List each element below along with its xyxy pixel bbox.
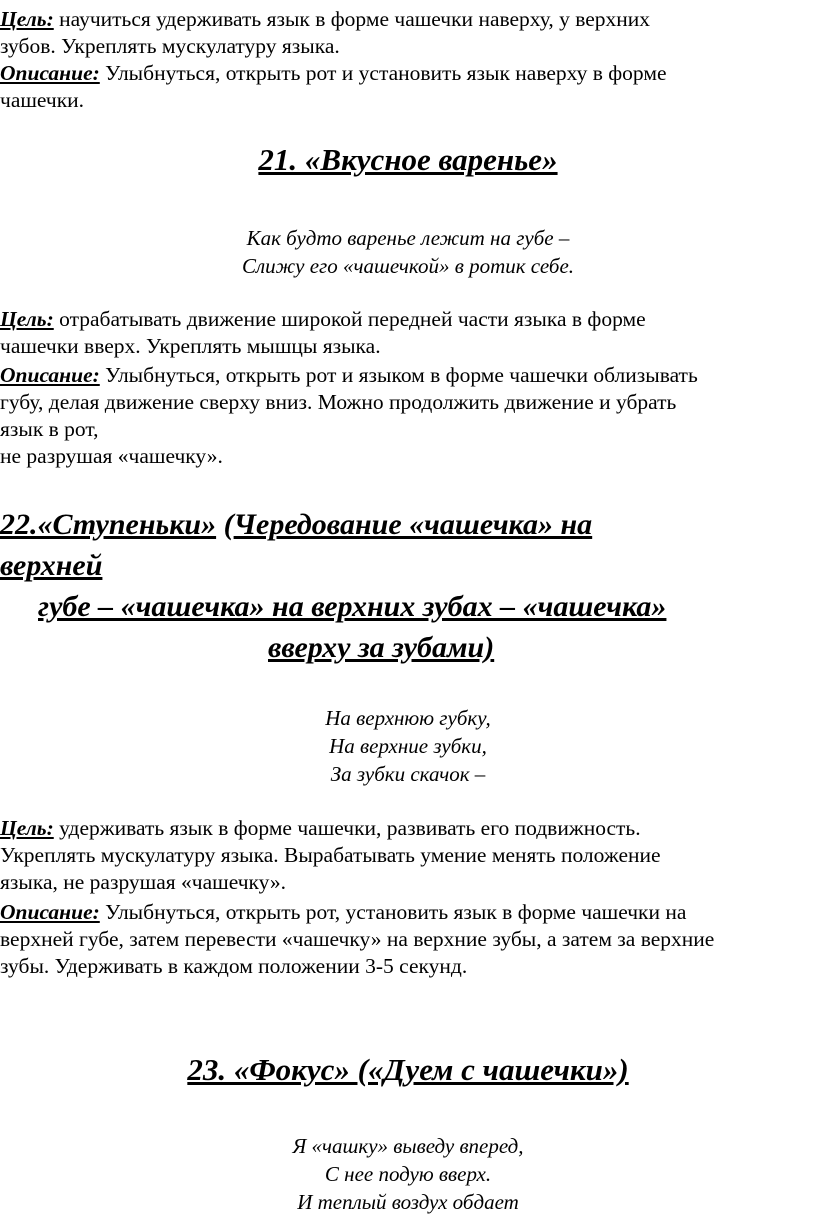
- goal-text: Укреплять мускулатуру языка. Вырабатывать умение менять положение: [0, 843, 661, 867]
- goal-label: Цель:: [0, 816, 54, 840]
- description-text: Улыбнуться, открыть рот и языком в форме чашечки облизывать: [99, 363, 698, 387]
- description-text: чашечки.: [0, 88, 85, 112]
- title-part: 22.«Ступеньки»: [0, 508, 217, 541]
- verse-line: Как будто варенье лежит на губе –: [246, 226, 570, 250]
- description-text: язык в рот,: [0, 417, 99, 441]
- description-text: Улыбнуться, открыть рот, установить язык в форме чашечки на: [99, 900, 687, 924]
- title-line: губе – «чашечка» на верхних зубах – «чашечка»: [38, 590, 667, 623]
- description-text: Улыбнуться, открыть рот и установить язык наверху в форме: [99, 61, 667, 85]
- goal-text: чашечки вверх. Укреплять мышцы языка.: [0, 334, 381, 358]
- description-label: Описание:: [0, 363, 100, 387]
- verse-line: Слижу его «чашечкой» в ротик себе.: [241, 254, 575, 278]
- goal-paragraph: [0, 815, 816, 896]
- title-part: Чередование «чашечка» на: [233, 508, 593, 541]
- exercise-22-title: [0, 504, 816, 668]
- goal-text: зубов. Укреплять мускулатуру языка.: [0, 34, 340, 58]
- verse-line: На верхнюю губку,: [325, 706, 491, 730]
- title-part: (: [216, 508, 234, 541]
- verse-line: На верхние зубки,: [329, 734, 487, 758]
- exercise-21-title: 21. «Вкусное варенье»: [258, 142, 558, 177]
- description-text: губу, делая движение сверху вниз. Можно продолжить движение и убрать: [0, 390, 677, 414]
- description-paragraph: [0, 362, 816, 470]
- description-paragraph: [0, 899, 816, 980]
- description-paragraph: [0, 60, 816, 114]
- goal-label: Цель:: [0, 307, 54, 331]
- goal-paragraph: [0, 6, 816, 60]
- verse-line: Я «чашку» выведу вперед,: [292, 1134, 524, 1158]
- verse-line: За зубки скачок –: [330, 762, 486, 786]
- exercise-23-verse: [0, 1132, 816, 1216]
- title-line: вверху за зубами): [268, 631, 495, 664]
- verse-line: С нее подую вверх.: [324, 1162, 492, 1186]
- description-text: зубы. Удерживать в каждом положении 3-5 секунд.: [0, 954, 468, 978]
- exercise-23-title: 23. «Фокус» («Дуем с чашечки»): [187, 1052, 629, 1087]
- goal-paragraph: [0, 306, 816, 360]
- verse-line: И теплый воздух обдает: [297, 1190, 519, 1214]
- goal-text: удерживать язык в форме чашечки, развивать его подвижность.: [53, 816, 641, 840]
- goal-text: языка, не разрушая «чашечку».: [0, 870, 287, 894]
- description-label: Описание:: [0, 900, 100, 924]
- description-label: Описание:: [0, 61, 100, 85]
- goal-text: отрабатывать движение широкой передней части языка в форме: [53, 307, 646, 331]
- goal-text: научиться удерживать язык в форме чашечки наверху, у верхних: [53, 7, 651, 31]
- exercise-22-verse: [0, 704, 816, 788]
- description-text: не разрушая «чашечку».: [0, 444, 223, 468]
- description-text: верхней губе, затем перевести «чашечку» на верхние зубы, а затем за верхние: [0, 927, 715, 951]
- title-line: верхней: [0, 549, 103, 582]
- goal-label: Цель:: [0, 7, 54, 31]
- exercise-21-verse: [0, 224, 816, 280]
